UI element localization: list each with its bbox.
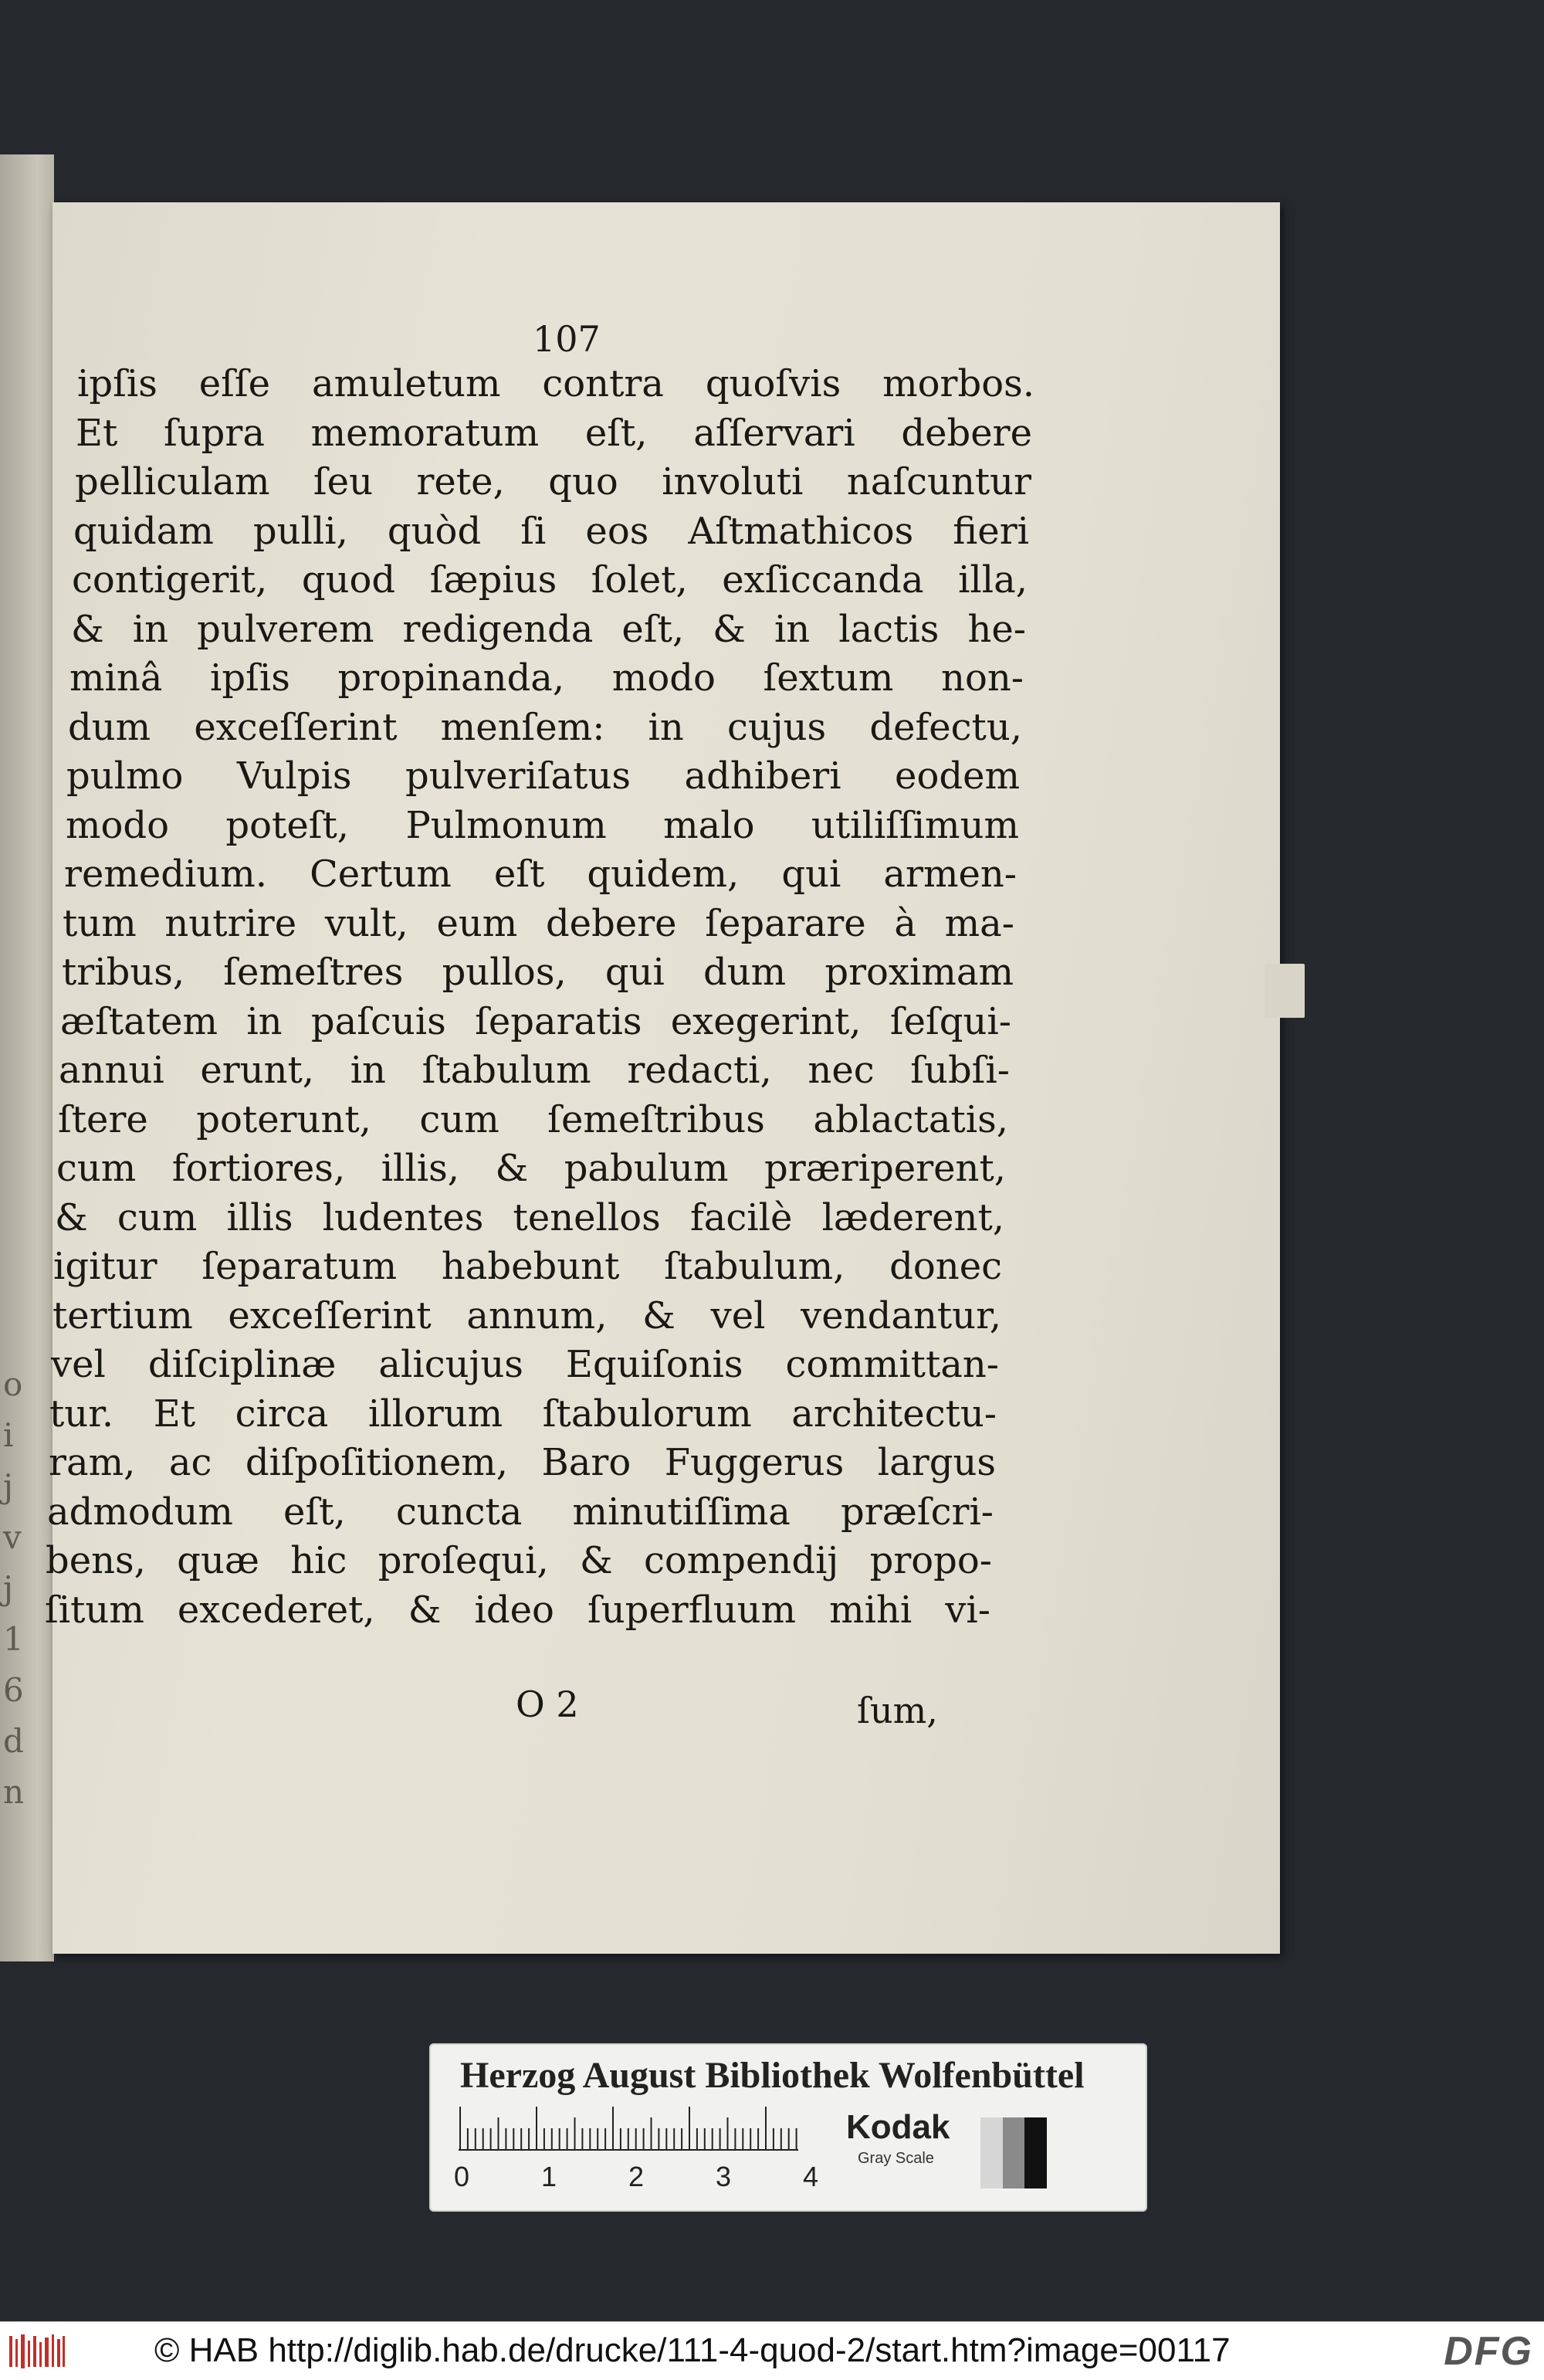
- leaf-letter: d: [3, 1722, 24, 1760]
- leaf-letter: i: [3, 1416, 14, 1454]
- ruler-number: 4: [803, 2161, 819, 2192]
- page-text: [45, 360, 1034, 1635]
- leaf-letter: 6: [3, 1671, 24, 1709]
- text-line: ſtere poterunt, cum ſemeſtribus ablactatis,: [58, 1097, 1008, 1141]
- text-line: igitur ſeparatum habebunt ſtabulum, donec: [53, 1245, 1002, 1288]
- text-line: annui erunt, in ſtabulum redacti, nec ſubſi-: [59, 1049, 1010, 1092]
- text-line: contigerit, quod ſæpius ſolet, exſiccanda illa,: [72, 558, 1028, 602]
- previous-page-letters: [3, 1359, 34, 1818]
- text-line: bens, quæ hic proſequi, & compendij propo-: [46, 1539, 992, 1582]
- page-number: 107: [533, 318, 601, 360]
- ruler-number: 1: [541, 2161, 557, 2192]
- text-line: minâ ipſis propinanda, modo ſextum non-: [69, 656, 1024, 700]
- page-tab: [1265, 964, 1305, 1018]
- ruler-number: 2: [628, 2161, 645, 2192]
- text-line: dum exceſſerint menſem: in cujus defectu,: [68, 705, 1022, 749]
- catchword: ſum,: [857, 1690, 938, 1731]
- ruler-number: 3: [716, 2161, 732, 2192]
- leaf-letter: j: [3, 1569, 14, 1607]
- text-line: cum fortiores, illis, & pabulum præriperent,: [56, 1147, 1006, 1190]
- text-line: tertium exceſſerint annum, & vel vendantur,: [52, 1293, 1001, 1337]
- text-line: quidam pulli, quòd ſi eos Aſtmathicos fieri: [73, 509, 1029, 553]
- ruler-scale: [459, 2105, 798, 2151]
- text-line: ram, ac diſpoſitionem, Baro Fuggerus largus: [49, 1441, 996, 1484]
- ruler-numbers: [454, 2161, 829, 2195]
- text-line: ipſis eſſe amuletum contra quoſvis morbos.: [77, 362, 1034, 405]
- text-line: modo poteſt, Pulmonum malo utiliſſimum: [66, 803, 1019, 847]
- footer-bar: [0, 2321, 1544, 2380]
- text-line: & cum illis ludentes tenellos facilè læderent,: [55, 1195, 1004, 1239]
- printer-signature: O 2: [516, 1683, 579, 1725]
- leaf-letter: o: [3, 1365, 23, 1403]
- text-line: tum nutrire vult, eum debere ſeparare à ma-: [63, 901, 1014, 945]
- text-line: pulmo Vulpis pulveriſatus adhiberi eodem: [66, 754, 1020, 798]
- text-line: ſitum excederet, & ideo ſuperfluum mihi vi-: [45, 1588, 990, 1632]
- kodak-logo: Kodak: [846, 2108, 950, 2146]
- leaf-letter: v: [3, 1518, 22, 1556]
- previous-page-edge: [0, 154, 54, 1961]
- leaf-letter: 1: [3, 1620, 24, 1658]
- text-line: æſtatem in paſcuis ſeparatis exegerint, ſeſqui-: [60, 999, 1011, 1043]
- text-line: vel diſciplinæ alicujus Equiſonis committan-: [51, 1343, 999, 1386]
- hab-barcode-icon: [8, 2333, 66, 2370]
- text-line: tur. Et circa illorum ſtabulorum architectu-: [49, 1392, 997, 1436]
- dfg-logo: DFG: [1444, 2329, 1533, 2374]
- copyright-link[interactable]: © HAB http://diglib.hab.de/drucke/111-4-quod-2/start.htm?image=00117: [154, 2331, 1231, 2369]
- ruler-number: 0: [454, 2161, 470, 2192]
- text-line: & in pulverem redigenda eſt, & in lactis he-: [71, 607, 1026, 651]
- leaf-letter: n: [3, 1773, 25, 1811]
- text-line: admodum eſt, cuncta minutiſſima præſcri-: [47, 1490, 994, 1534]
- text-line: pelliculam ſeu rete, quo involuti naſcuntur: [75, 460, 1031, 503]
- leaf-letter: j: [3, 1467, 14, 1505]
- gray-scale-label: Gray Scale: [858, 2150, 934, 2167]
- gray-scale-patch: [980, 2117, 1047, 2188]
- text-line: remedium. Certum eſt quidem, qui armen-: [64, 853, 1017, 896]
- text-line: tribus, ſemeſtres pullos, qui dum proximam: [62, 951, 1014, 994]
- text-line: Et ſupra memoratum eſt, aſſervari debere: [76, 411, 1032, 455]
- library-title: Herzog August Bibliothek Wolfenbüttel: [460, 2055, 1085, 2096]
- color-reference-card: [429, 2043, 1147, 2212]
